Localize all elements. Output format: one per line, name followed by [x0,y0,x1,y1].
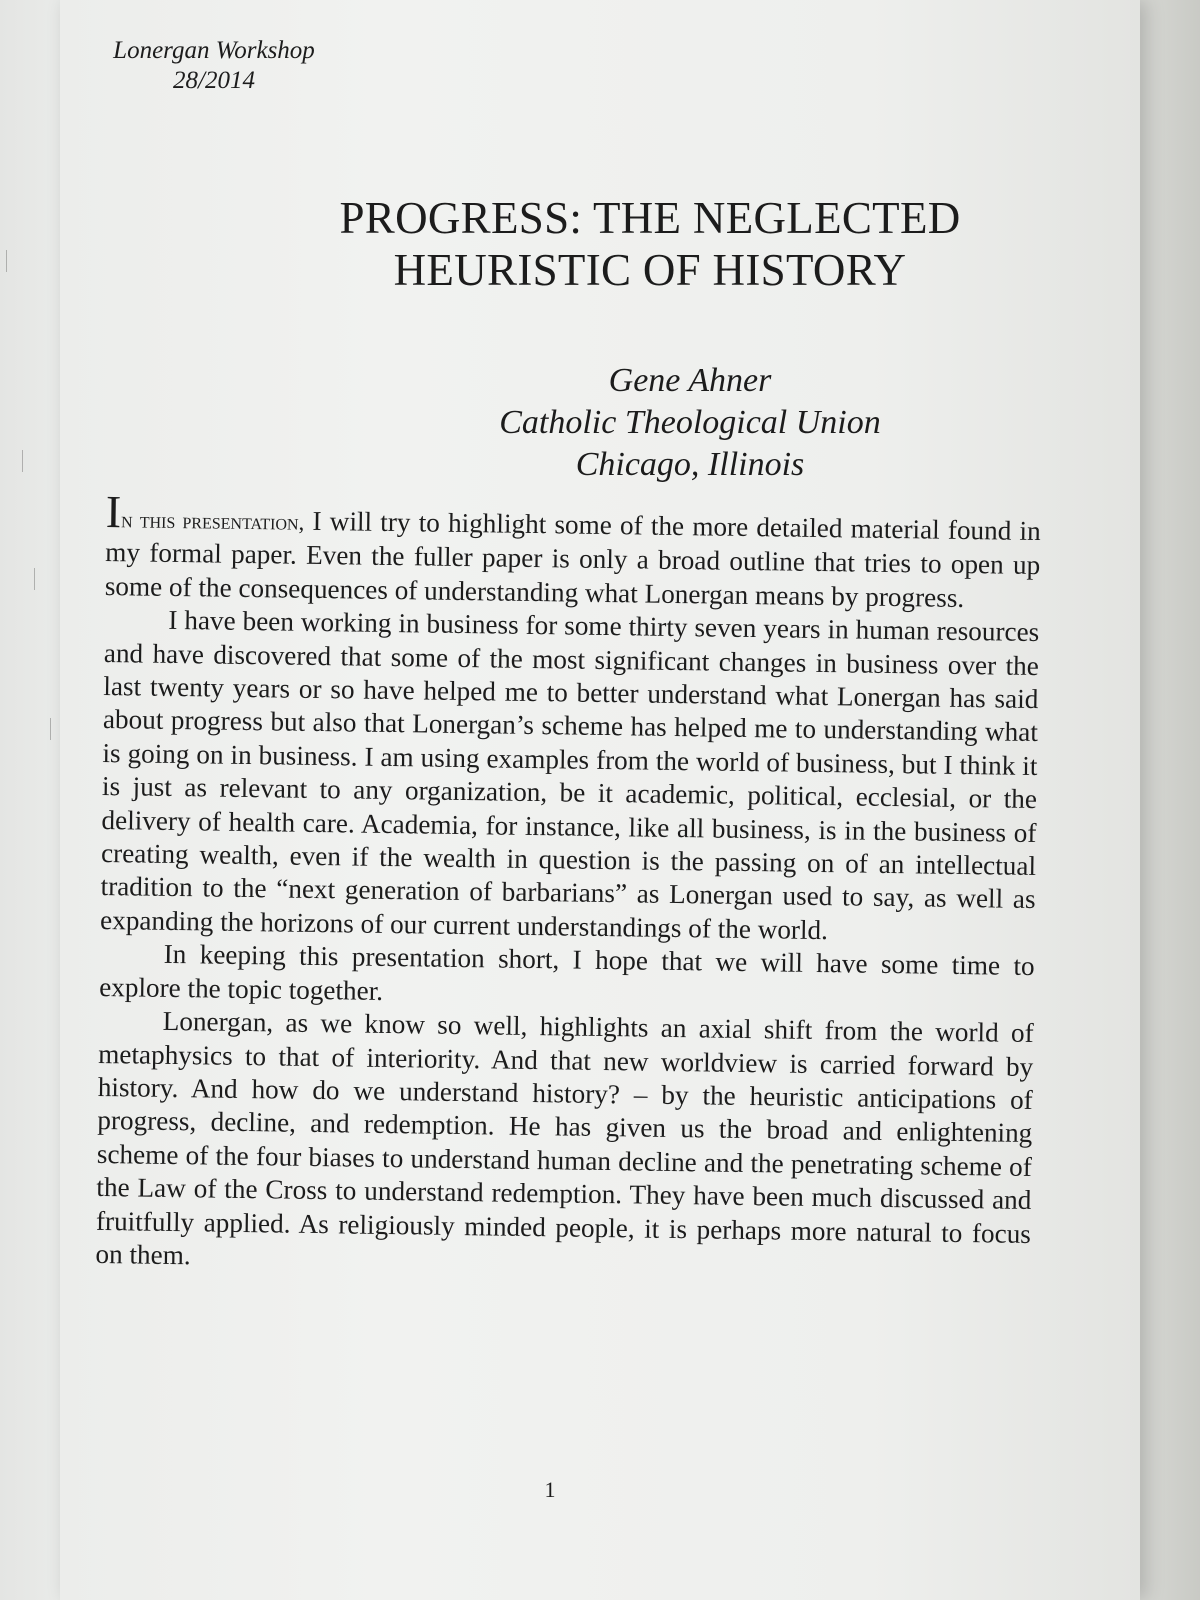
author-affiliation: Catholic Theological Union [499,404,881,441]
title-line-1: PROGRESS: THE NEGLECTED [339,193,961,243]
bleed-through-mark [6,250,17,272]
paragraph-4: Lonergan, as we know so well, highlights an axial shift from the world of metaphysics to that of interiority. And that new worldview is carried forward by history. And how do we understand history? – by the heuristic anticipations of progress, decline, and redemption. He has given us the broad and enlightening scheme of the four biases to understand human decline and the penetrating scheme of the Law of the Cross to understand redemption. They have been much discussed and fruitfully applied. As religiously minded people, it is perhaps more natural to focus on them. [95,1005,1034,1271]
bleed-through-mark [22,450,33,472]
article-title [210,192,1090,296]
article-body [95,486,1041,1284]
background-surface [1130,0,1200,1600]
paragraph-1 [104,486,1041,616]
journal-issue: 28/2014 [173,67,255,94]
author-location: Chicago, Illinois [575,446,805,483]
author-name: Gene Ahner [608,362,772,399]
running-head [84,36,344,96]
title-line-2: HEURISTIC OF HISTORY [393,245,907,295]
page-number: 1 [544,1477,556,1502]
book-page [60,0,1140,1600]
paragraph-3: In keeping this presentation short, I hope that we will have some time to explore the topic together. [99,939,1035,1006]
paragraph-2: I have been working in business for some thirty seven years in human resources and have discovered that some of the most significant changes in business over the last twenty years or so have helped me to better understand what Lonergan has said about progress but also that Lonergan’s scheme has helped me to understanding what is going on in business. I am using examples from the world of business, but I think it is just as relevant to any organization, be it academic, political, ecclesial, or the delivery of health care. Academia, for instance, like all business, is in the business of creating wealth, even if the wealth in question is the passing on of an intellectual tradition to the “next generation of barbarians” as Lonergan used to say, as well as expanding the horizons of our current understandings of the world. [99,605,1040,945]
bleed-through-mark [34,568,45,590]
author-byline [310,360,1070,486]
paragraph-1-text: I will try to highlight some of the more detailed material found in my formal paper. Even the fuller paper is only a broad outline that tries to open up some of the consequences of understanding what Lonergan means by progress. [104,505,1041,613]
drop-cap: I [105,486,122,538]
journal-name: Lonergan Workshop [113,37,315,64]
lead-in-small-caps: n this presentation, [120,507,305,535]
